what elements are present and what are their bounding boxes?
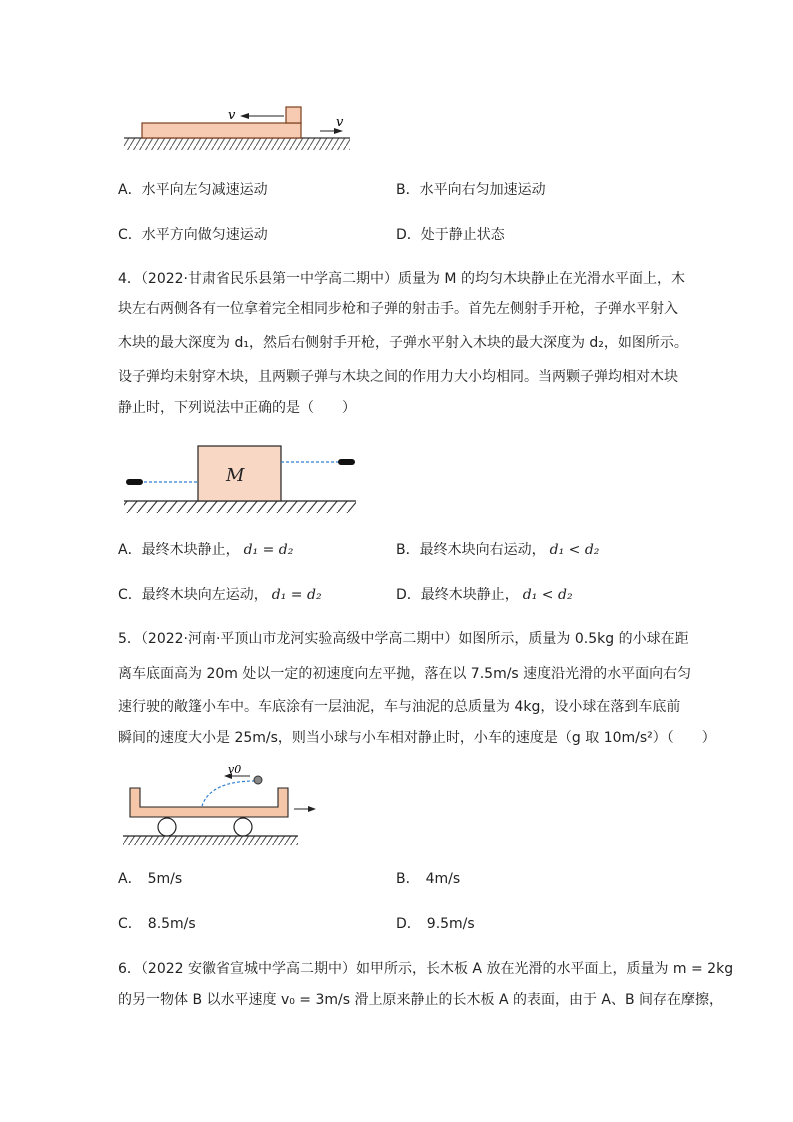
arrow-left-head	[240, 113, 249, 119]
option-text: 9.5m/s	[426, 916, 475, 932]
option-label: D．	[396, 227, 421, 243]
option-text: 8.5m/s	[147, 916, 196, 932]
q4-option-b	[396, 540, 599, 560]
option-label: B．	[396, 542, 420, 558]
figure-board-block	[118, 96, 358, 160]
q5-stem-line-3: 速行驶的敞篷小车中。车底涂有一层油泥，车与油泥的总质量为 4kg，设小球在落到车底前	[118, 699, 681, 715]
q4-stem-line-3: 木块的最大深度为 d₁，然后右侧射手开枪，子弹水平射入木块的最大深度为 d₂，如图所示。	[118, 335, 688, 351]
q4-stem-line-5: 静止时，下列说法中正确的是（ ）	[118, 400, 356, 416]
option-label: D．	[396, 916, 421, 932]
option-text: 水平向右匀加速运动	[419, 182, 546, 198]
option-label: C．	[118, 227, 142, 243]
cart-wheel-right	[234, 818, 252, 836]
q6-stem-line-2: 的另一物体 B 以水平速度 v₀ = 3m/s 滑上原来静止的长木板 A 的表面，由于 A、B 间存在摩擦，	[118, 992, 724, 1008]
option-formula: d₁ < d₂	[522, 587, 573, 603]
q3-option-a	[118, 180, 268, 200]
option-label: A．	[118, 542, 142, 558]
option-formula: d₁ < d₂	[549, 542, 600, 558]
option-text: 水平向左匀减速运动	[141, 182, 268, 198]
q6-stem-line-1: 6．（2022 安徽省宣城中学高二期中）如甲所示，长木板 A 放在光滑的水平面上，质量为 m = 2kg	[118, 961, 734, 977]
option-formula: d₁ = d₂	[271, 587, 322, 603]
option-label: C．	[118, 916, 142, 932]
ground-hatch	[124, 501, 356, 513]
q3-option-c	[118, 225, 268, 245]
figure-cart-ball	[118, 762, 328, 850]
option-formula: d₁ = d₂	[243, 542, 294, 558]
ball	[254, 776, 262, 784]
cart-arrow-head	[308, 806, 316, 812]
q4-option-d	[396, 585, 573, 605]
option-label: B．	[396, 871, 420, 887]
option-text: 最终木块向右运动，	[419, 542, 546, 558]
figure-block-bullets	[118, 440, 366, 516]
option-label: D．	[396, 587, 421, 603]
option-label: A．	[118, 871, 142, 887]
q4-stem-line-4: 设子弹均未射穿木块，且两颗子弹与木块之间的作用力大小均相同。当两颗子弹均相对木块	[118, 369, 678, 385]
ground-hatch	[124, 138, 350, 150]
option-text: 最终木块静止，	[420, 587, 519, 603]
q5-option-d	[396, 914, 475, 934]
option-text: 4m/s	[425, 871, 461, 887]
cart-wheel-left	[158, 818, 176, 836]
q5-stem-line-1: 5．（2022·河南·平顶山市龙河实验高级中学高二期中）如图所示，质量为 0.5kg 的小球在距	[118, 631, 689, 647]
ground-hatch	[123, 836, 298, 845]
q5-option-c	[118, 914, 196, 934]
velocity-label-left: v	[228, 108, 236, 123]
q4-option-c	[118, 585, 322, 605]
q5-stem-line-2: 离车底面高为 20m 处以一定的初速度向左平抛，落在以 7.5m/s 速度沿光滑的水平面向右匀	[118, 666, 692, 682]
bullet-right	[338, 459, 355, 465]
option-text: 处于静止状态	[420, 227, 505, 243]
q4-option-a	[118, 540, 293, 560]
option-label: C．	[118, 587, 142, 603]
option-label: A．	[118, 182, 142, 198]
q3-option-d	[396, 225, 505, 245]
small-block	[286, 107, 301, 123]
option-text: 5m/s	[147, 871, 183, 887]
option-label: B．	[396, 182, 420, 198]
q3-option-b	[396, 180, 546, 200]
v0-label: v0	[228, 763, 242, 776]
velocity-label-right: v	[336, 115, 344, 130]
block-label: M	[226, 465, 245, 486]
q5-option-b	[396, 869, 460, 889]
long-board	[142, 123, 301, 138]
q5-option-a	[118, 869, 182, 889]
ball-trajectory	[202, 781, 255, 806]
option-text: 最终木块向左运动，	[141, 587, 268, 603]
option-text: 水平方向做匀速运动	[141, 227, 268, 243]
option-text: 最终木块静止，	[141, 542, 240, 558]
q5-stem-line-4: 瞬间的速度大小是 25m/s，则当小球与小车相对静止时，小车的速度是（g 取 10m/s²）（ ）	[118, 730, 716, 746]
cart-body	[130, 788, 288, 817]
q4-stem-line-1: 4．（2022·甘肃省民乐县第一中学高二期中）质量为 M 的均匀木块静止在光滑水平面上，木	[118, 271, 685, 287]
bullet-left	[126, 479, 143, 485]
q4-stem-line-2: 块左右两侧各有一位拿着完全相同步枪和子弹的射击手。首先左侧射手开枪，子弹水平射入	[118, 301, 678, 317]
